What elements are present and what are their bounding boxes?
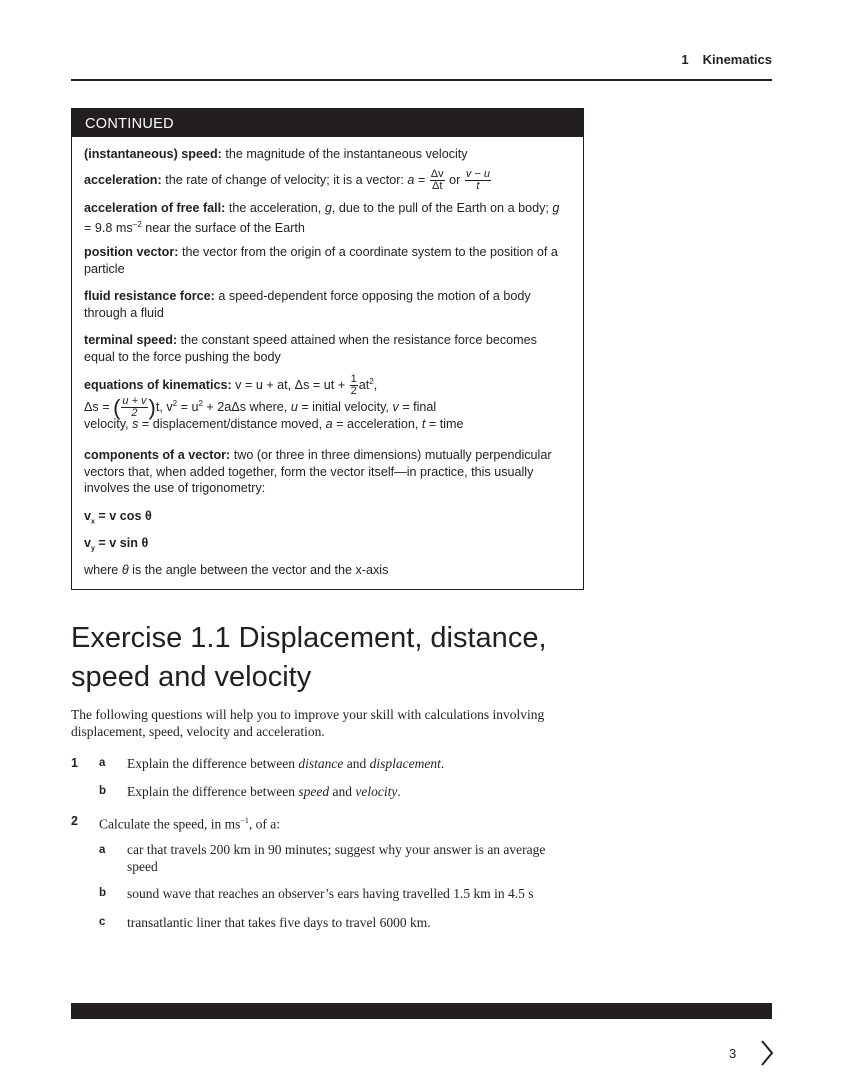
fraction-one-half: $\frac{1}{2}$: [350, 373, 357, 398]
kinematics-line-3: velocity, s = displacement/distance moved, a = acceleration, t = time: [84, 417, 464, 431]
chapter-title: Kinematics: [702, 52, 772, 67]
question-1a-letter: a: [99, 757, 106, 769]
entry-kinematics: [84, 371, 564, 433]
exercise-title: Exercise 1.1 Displacement, distance, speed and velocity: [71, 622, 547, 693]
key-terms-box: [71, 108, 584, 590]
equation-vx: $v_x = v$ cos θ: [84, 509, 152, 526]
question-2a-text: car that travels 200 km in 90 minutes; suggest why your answer is an average speed: [127, 842, 546, 874]
fraction-dv-dt: $\frac{\Delta v}{\Delta t}$: [430, 168, 444, 192]
entry-instantaneous-speed: (instantaneous) speed: the magnitude of the instantaneous velocity: [84, 147, 468, 161]
question-2-number: 2: [71, 814, 78, 828]
fraction-v-minus-u: $\frac{v - u}{t}$: [465, 168, 490, 192]
question-2b-letter: b: [99, 887, 107, 899]
chapter-number: 1: [681, 52, 689, 67]
entry-terminal-speed: terminal speed: the constant speed attained when the resistance force becomes equal to the force pushing the body: [84, 333, 537, 364]
header-rule: [71, 79, 772, 81]
question-1a-text: Explain the difference between distance and displacement.: [127, 756, 445, 771]
chevron-right-icon[interactable]: [759, 1038, 775, 1068]
equation-vy: $v_y = v$ sin θ: [84, 536, 149, 553]
entry-fluid-resistance: fluid resistance force: a speed-dependent force opposing the motion of a body through a fluid: [84, 289, 531, 320]
fraction-u-plus-v: $\frac{u + v}{2}$: [122, 395, 147, 420]
running-head: [681, 52, 772, 67]
question-1b-letter: b: [99, 785, 107, 797]
entry-position-vector: position vector: the vector from the origin of a coordinate system to the position of a particle: [84, 245, 558, 276]
entry-free-fall: acceleration of free fall: the acceleration, g, due to the pull of the Earth on a body; g = 9.8 $ms^{-2}$ near the surface of the Earth: [84, 201, 560, 235]
question-2c-text: transatlantic liner that takes five days to travel 6000 km.: [127, 915, 431, 930]
entry-components: components of a vector: two (or three in three dimensions) mutually perpendicular vectors that, when added together, form the vector itself—in practice, this usually involves the use of trigonometry:: [84, 448, 552, 495]
question-1b-text: Explain the difference between speed and velocity.: [127, 784, 401, 799]
entry-where-theta: where θ is the angle between the vector and the x-axis: [84, 563, 389, 577]
footer-bar: [71, 1003, 772, 1019]
question-2b-text: sound wave that reaches an observer’s ears having travelled 1.5 km in 4.5 s: [127, 886, 534, 901]
kinematics-line-1: equations of kinematics: v = u + at, Δs = ut + $\frac{1}{2}$ $at^2$,: [84, 373, 378, 398]
question-2c-letter: c: [99, 916, 106, 928]
chevron-right-icon-svg: [759, 1038, 775, 1068]
exercise-intro: The following questions will help you to improve your skill with calculations involving displacement, speed, velocity and acceleration.: [71, 707, 545, 739]
question-2a-letter: a: [99, 844, 106, 856]
question-1-number: 1: [71, 756, 78, 770]
box-heading: CONTINUED: [72, 109, 583, 137]
page-number: 3: [729, 1046, 737, 1061]
entry-acceleration: acceleration: the rate of change of velocity; it is a vector: a = $\frac{\Delta v}{\Delta t}$ or $\frac{v - u}{t}$: [84, 168, 490, 192]
kinematics-line-2: Δs = ( $\frac{u + v}{2}$ )t, $v^2 = u^2 + 2a\Delta s$ where, u = initial velocity, v = final: [84, 394, 437, 420]
question-2-stem: Calculate the speed, in $ms^{-1}$, of a:: [99, 816, 280, 832]
